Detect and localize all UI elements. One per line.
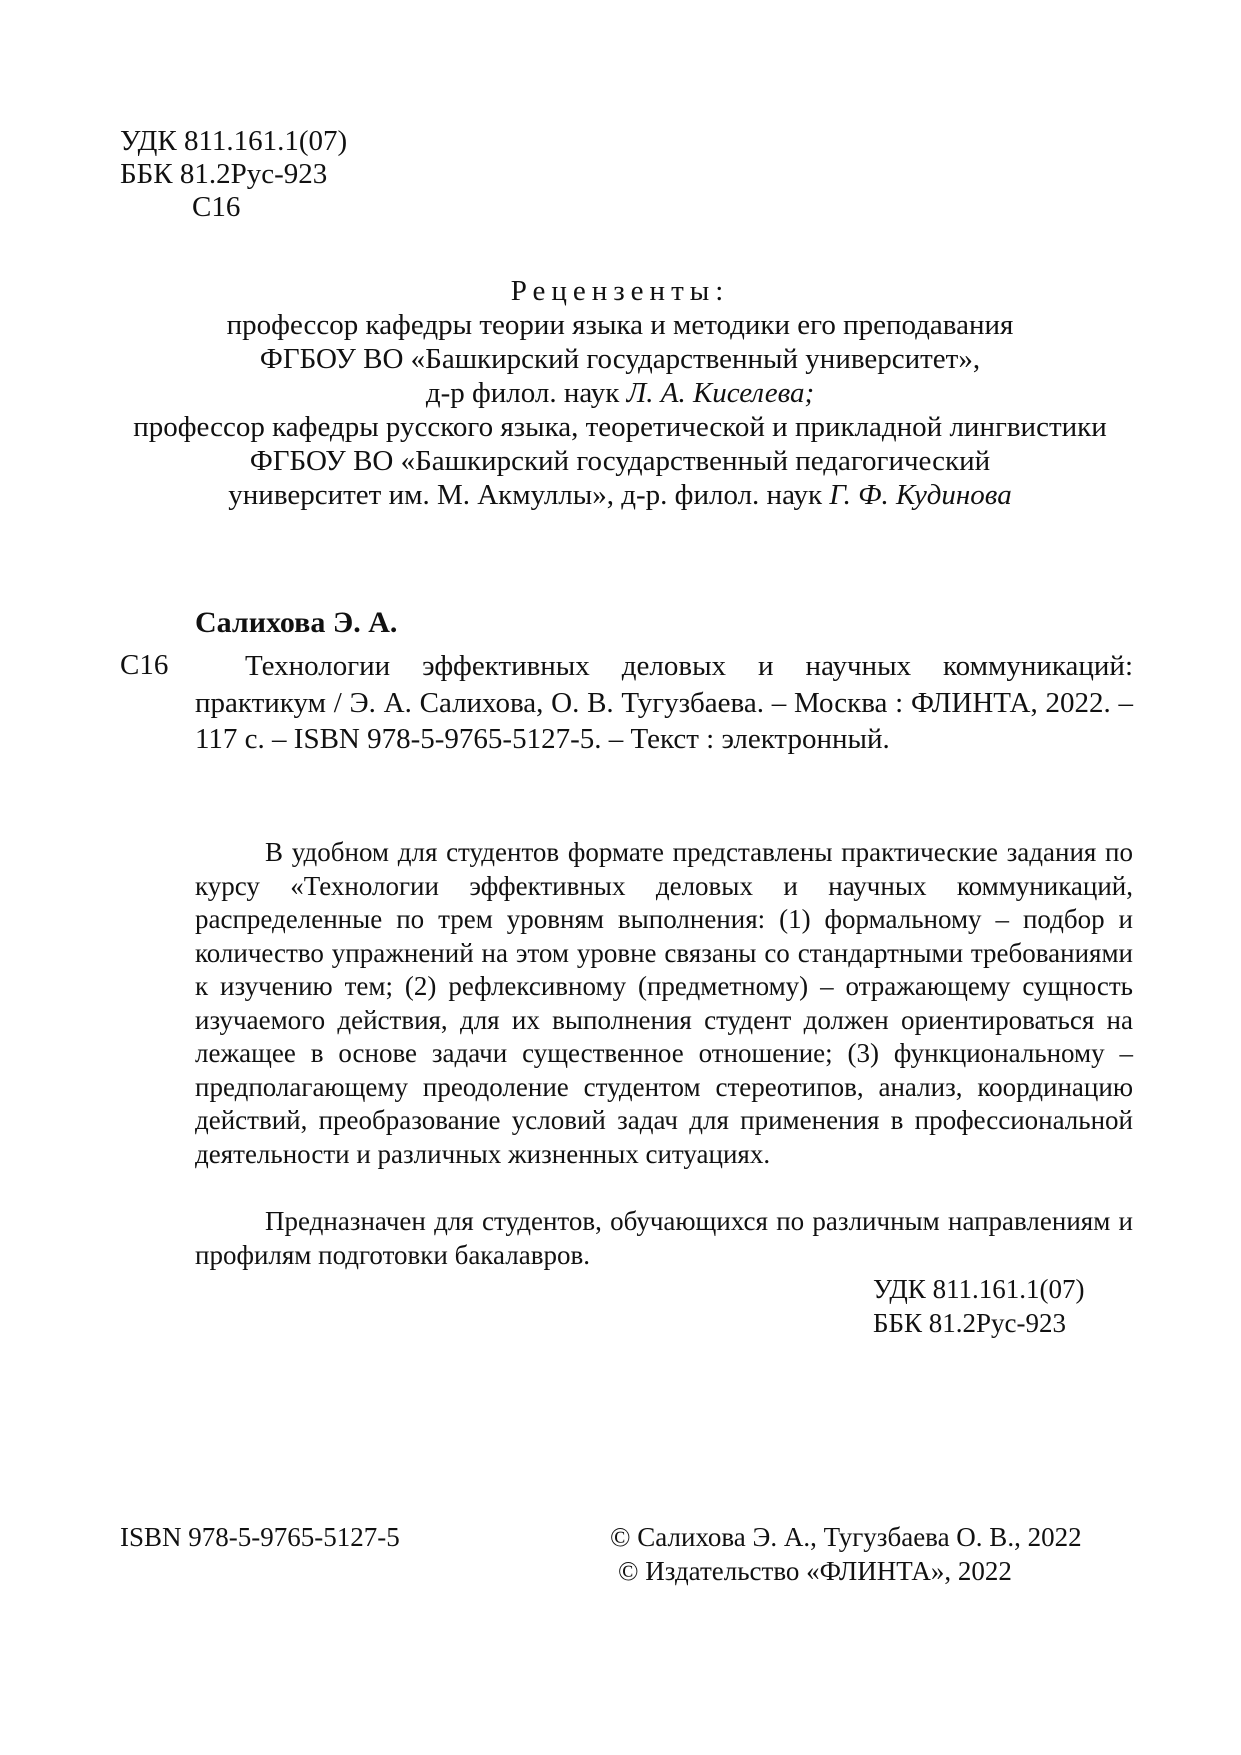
isbn: ISBN 978-5-9765-5127-5 <box>120 1522 400 1552</box>
reviewer-2-affiliation: ФГБОУ ВО «Башкирский государственный педагогический <box>249 445 991 477</box>
reviewer-2-position: профессор кафедры русского языка, теоретической и прикладной лингвистики <box>133 411 1107 443</box>
classification-bottom <box>873 1272 1085 1340</box>
udk-code-top: УДК 811.161.1(07) <box>120 125 348 157</box>
reviewer-2-degree-line <box>110 478 1130 512</box>
entry-author: Салихова Э. А. <box>195 606 398 639</box>
reviewer-1-degree-line <box>110 376 1130 410</box>
bbk-code-top: ББК 81.2Рус-923 <box>120 158 328 190</box>
reviewer-2-degree: университет им. М. Акмуллы», д-р. филол. наук <box>228 479 823 511</box>
reviewers-block <box>110 274 1130 512</box>
abstract-paragraph-1: В удобном для студентов формате представлены практические задания по курсу «Технологии эффективных деловых и научных коммуникаций, распределенные по трем уровням выполнения: (1) формальному – подбор и количество упражнений на этом уровне связаны со стандартными требованиями к изучению тем; (2) рефлексивному (предметному) – отражающему сущность изучаемого действия, для их выполнения студент должен ориентироваться на лежащее в основе задачи существенное отношение; (3) функциональному – предполагающему преодоление студентом стереотипов, анализ, координацию действий, преобразование условий задач для применения в профессиональной деятельности и различных жизненных ситуациях. <box>195 837 1133 1169</box>
copyright-publisher: © Издательство «ФЛИНТА», 2022 <box>618 1556 1012 1586</box>
author-mark-top: С16 <box>192 191 241 223</box>
reviewer-2-name: Г. Ф. Кудинова <box>829 479 1012 511</box>
udk-code-bottom: УДК 811.161.1(07) <box>873 1274 1085 1304</box>
entry-description: Технологии эффективных деловых и научных коммуникаций: практикум / Э. А. Салихова, О. В. Тугузбаева. – Москва : ФЛИНТА, 2022. – 117 с. – ISBN 978-5-9765-5127-5. – Текст : электронный. <box>195 650 1133 755</box>
reviewer-1-affiliation: ФГБОУ ВО «Башкирский государственный университет», <box>259 343 981 375</box>
bbk-code-bottom: ББК 81.2Рус-923 <box>873 1308 1067 1338</box>
reviewer-1-name: Л. А. Киселева; <box>626 377 815 409</box>
abstract-paragraph-2: Предназначен для студентов, обучающихся по различным направлениям и профилям подготовки бакалавров. <box>195 1206 1133 1270</box>
reviewer-1-degree: д-р филол. наук <box>425 377 620 409</box>
reviewer-1-position: профессор кафедры теории языка и методики его преподавания <box>226 309 1014 341</box>
copyright-authors: © Салихова Э. А., Тугузбаева О. В., 2022 <box>610 1522 1082 1552</box>
reviewers-heading: Рецензенты: <box>510 275 730 307</box>
entry-author-mark: С16 <box>120 649 169 681</box>
copyright-block <box>610 1520 1082 1588</box>
